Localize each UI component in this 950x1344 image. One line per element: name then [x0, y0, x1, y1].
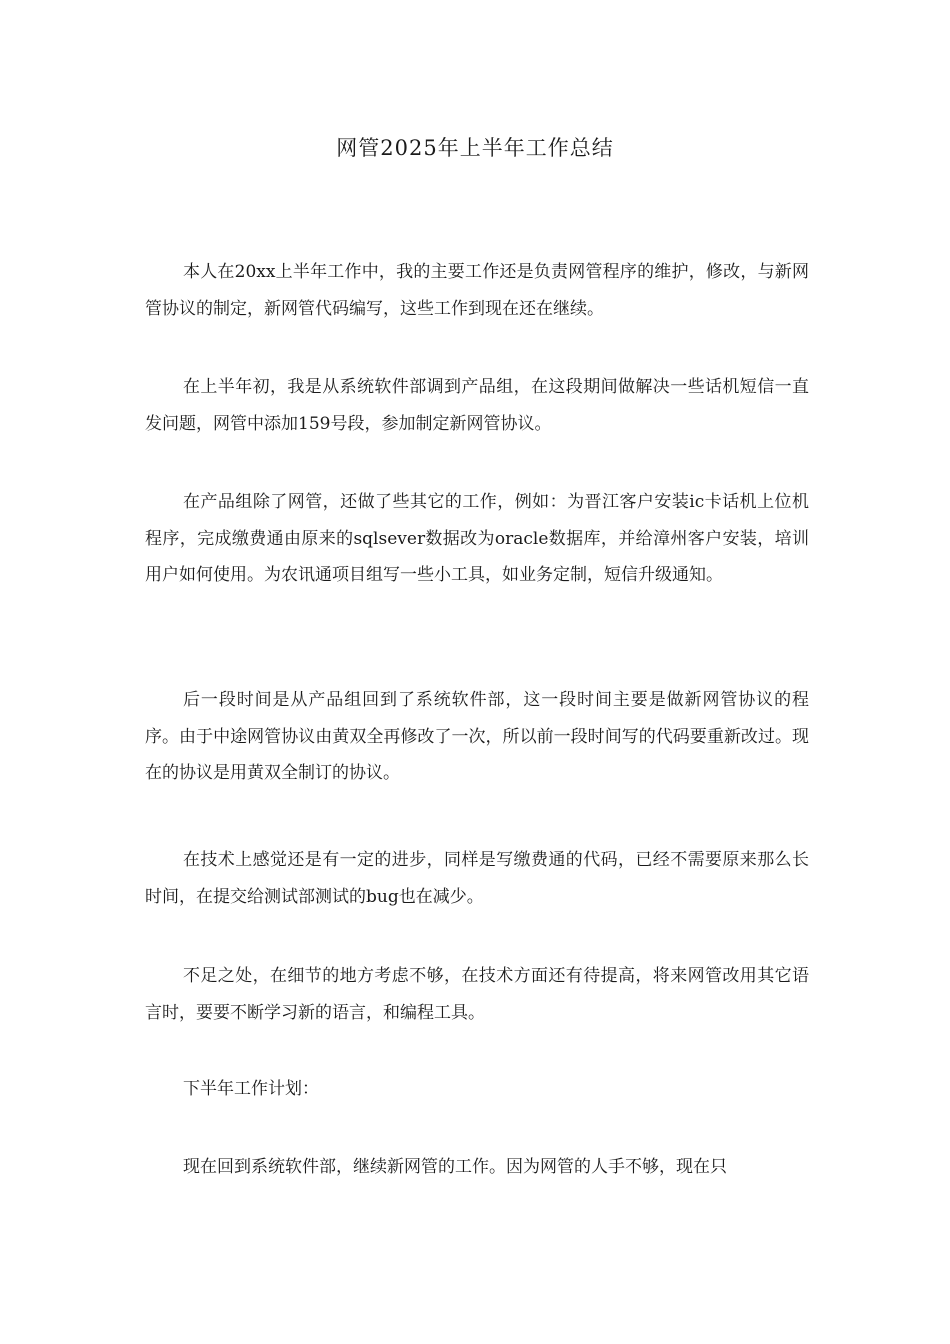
paragraph-plan-heading: 下半年工作计划： — [183, 1079, 319, 1099]
paragraph-early-half: 在上半年初，我是从系统软件部调到产品组，在这段期间做解决一些话机短信一直发问题，网管中添加159号段，参加制定新网管协议。 — [145, 377, 809, 434]
paragraph-work-summary: 本人在20xx上半年工作中，我的主要工作还是负责网管程序的维护，修改，与新网管协议的制定，新网管代码编写，这些工作到现在还在继续。 — [145, 262, 809, 319]
document-title: 网管2025年上半年工作总结 — [336, 136, 614, 160]
paragraph-later-period: 后一段时间是从产品组回到了系统软件部，这一段时间主要是做新网管协议的程序。由于中途网管协议由黄双全再修改了一次，所以前一段时间写的代码要重新改过。现在的协议是用黄双全制订的协议。 — [145, 690, 809, 783]
paragraph-technical-progress: 在技术上感觉还是有一定的进步，同样是写缴费通的代码，已经不需要原来那么长时间，在提交给测试部测试的bug也在减少。 — [145, 850, 809, 907]
paragraph-product-group: 在产品组除了网管，还做了些其它的工作，例如：为晋江客户安装ic卡话机上位机程序，完成缴费通由原来的sqlsever数据改为oracle数据库，并给漳州客户安装，培训用户如何使用。为农讯通项目组写一些小工具，如业务定制，短信升级通知。 — [145, 492, 809, 585]
paragraph-plan-start: 现在回到系统软件部，继续新网管的工作。因为网管的人手不够，现在只 — [183, 1157, 727, 1177]
paragraph-shortcomings: 不足之处，在细节的地方考虑不够，在技术方面还有待提高，将来网管改用其它语言时，要要不断学习新的语言，和编程工具。 — [145, 966, 809, 1023]
